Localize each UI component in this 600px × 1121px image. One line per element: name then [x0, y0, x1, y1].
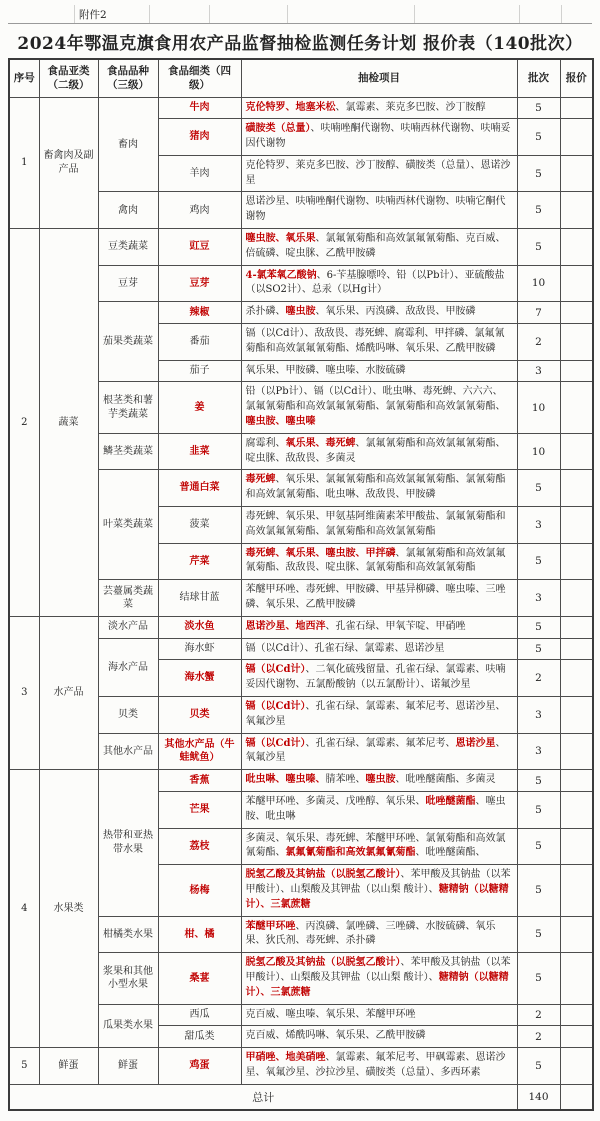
price-cell [560, 265, 593, 302]
inspection-item-highlight: 脱氢乙酸及其钠盐（以脱氢乙酸计） [245, 869, 401, 881]
price-cell [560, 1048, 593, 1085]
price-cell [560, 953, 593, 1004]
inspection-item-text: 、氧氟沙星 [245, 737, 506, 764]
inspection-items-cell [241, 828, 517, 865]
item-name-cell: 姜 [158, 382, 241, 433]
price-cell [560, 791, 593, 828]
inspection-item-text: 恩诺沙星、呋喃唑酮代谢物、呋喃西林代谢物、呋喃它酮代谢物 [245, 196, 506, 223]
inspection-items-cell [241, 1048, 517, 1085]
batches-cell: 5 [517, 1048, 560, 1085]
item-name-cell: 香蕉 [158, 770, 241, 792]
page-title: 2024年鄂温克旗食用农产品监督抽检监测任务计划 报价表（140批次） [17, 34, 583, 54]
price-cell [560, 382, 593, 433]
inspection-item-text: 、氯霉素、氟苯尼考、甲砜霉素、恩诺沙星、氧氟沙星、沙拉沙星、磺胺类（总量）、多西环素 [245, 1052, 506, 1078]
item-name-cell: 桑葚 [158, 953, 241, 1004]
inspection-item-text: 克伦特罗、莱克多巴胺、沙丁胺醇、磺胺类（总量）、恩诺沙星 [245, 159, 511, 186]
inspection-item-text: 腐霉利、 [245, 437, 286, 449]
column-header-6: 报价 [560, 59, 593, 97]
grid-cell [415, 5, 520, 23]
inspection-items-cell [241, 155, 517, 192]
batches-cell: 7 [517, 302, 560, 324]
price-cell [560, 660, 593, 697]
item-name-cell: 杨梅 [158, 865, 241, 916]
inspection-items-cell [241, 953, 517, 1004]
inspection-items-cell [241, 697, 517, 734]
inspection-items-cell [241, 97, 517, 119]
batches-cell: 10 [517, 433, 560, 470]
item-name-cell: 豇豆 [158, 229, 241, 266]
inspection-item-text: 、氯氟氰菊酯和高效氯氟氰菊酯、敌敌畏、啶虫脒、氯氰菊酯和高效氯氰菊酯 [245, 547, 506, 574]
inspection-items-cell [241, 265, 517, 302]
table-row [9, 1048, 593, 1085]
inspection-item-text: 克百威、烯酰吗啉、氧乐果、乙酰甲胺磷 [245, 1030, 426, 1042]
batches-cell: 5 [517, 616, 560, 638]
batches-cell: 5 [517, 119, 560, 156]
inspection-item-text: 苯醚甲环唑、多菌灵、戊唑醇、氧乐果、 [245, 795, 426, 807]
table-row [9, 229, 593, 266]
variety-cell: 茄果类蔬菜 [98, 302, 158, 382]
inspection-item-text: 、苯甲酸及其钠盐（以苯甲酸计）、山梨酸及其钾盐（以山梨 酸计）、 [245, 957, 511, 983]
variety-cell: 海水产品 [98, 638, 158, 696]
inspection-items-cell [241, 791, 517, 828]
batches-cell: 5 [517, 791, 560, 828]
inspection-item-highlight: 氯氟氰菊酯和高效氯氟氰菊酯 [285, 847, 416, 859]
price-cell [560, 865, 593, 916]
column-header-5: 批次 [517, 59, 560, 97]
price-cell [560, 229, 593, 266]
inspection-item-text: 、氯氟氰菊酯和高效氯氟氰菊酯、克百威、倍硫磷、啶虫脒、乙酰甲胺磷 [245, 233, 506, 259]
batches-cell: 5 [517, 953, 560, 1004]
spreadsheet-gridline-strip [8, 5, 592, 24]
variety-cell: 根茎类和薯芋类蔬菜 [98, 382, 158, 433]
price-cell [560, 770, 593, 792]
inspection-items-cell [241, 543, 517, 580]
inspection-item-text: 、氯氟氰菊酯和高效氯氟氰菊酯、啶虫脒、敌敌畏、多菌灵 [245, 437, 506, 464]
inspection-items-cell [241, 382, 517, 433]
batches-cell: 5 [517, 828, 560, 865]
column-header-2: 食品品种（三级） [98, 59, 158, 97]
variety-cell: 贝类 [98, 697, 158, 734]
item-name-cell: 韭菜 [158, 433, 241, 470]
item-name-cell: 茄子 [158, 360, 241, 382]
batches-cell: 2 [517, 1026, 560, 1048]
inspection-item-text: 镉（以Cd计）、孔雀石绿、氯霉素、恩诺沙星 [245, 642, 445, 654]
variety-cell: 淡水产品 [98, 616, 158, 638]
subclass-cell: 畜禽肉及副产品 [39, 97, 98, 229]
item-name-cell: 贝类 [158, 697, 241, 734]
inspection-items-cell [241, 507, 517, 544]
price-cell [560, 97, 593, 119]
inspection-items-cell [241, 660, 517, 697]
price-cell [560, 155, 593, 192]
price-cell [560, 1026, 593, 1048]
variety-cell: 柑橘类水果 [98, 916, 158, 953]
price-cell [560, 507, 593, 544]
inspection-item-highlight: 克伦特罗、地塞米松 [245, 101, 336, 113]
inspection-item-highlight: 噻虫胺、氧乐果 [245, 233, 316, 245]
price-cell [560, 324, 593, 361]
inspection-item-highlight: 噻虫胺、噻虫嗪 [245, 416, 316, 428]
inspection-items-cell [241, 733, 517, 770]
batches-cell: 2 [517, 324, 560, 361]
item-name-cell: 辣椒 [158, 302, 241, 324]
inspection-item-highlight: 吡虫啉、噻虫嗪、 [245, 774, 326, 786]
inspection-item-highlight: 糖精钠（以糖精计）、三氯蔗糖 [245, 883, 509, 910]
total-row [9, 1084, 593, 1110]
batches-cell: 3 [517, 507, 560, 544]
variety-cell: 瓜果类水果 [98, 1004, 158, 1048]
item-name-cell: 结球甘蓝 [158, 580, 241, 617]
price-cell [560, 616, 593, 638]
inspection-items-cell [241, 638, 517, 660]
inspection-item-text: 、二氧化硫残留量、孔雀石绿、氯霉素、呋喃妥因代谢物、五氯酚酸钠（以五氯酚计）、诺氟沙星 [245, 664, 506, 691]
total-price-cell [560, 1084, 593, 1110]
table-header [9, 59, 593, 97]
inspection-items-cell [241, 302, 517, 324]
total-label-cell: 总计 [9, 1084, 517, 1110]
price-cell [560, 638, 593, 660]
batches-cell: 5 [517, 229, 560, 266]
inspection-items-cell [241, 865, 517, 916]
inspection-item-text: 、噻虫胺、吡虫啉 [245, 795, 506, 822]
inspection-item-highlight: 苯醚甲环唑 [245, 920, 296, 932]
row-no-cell: 5 [9, 1048, 39, 1085]
inspection-item-text: 、氧乐果、氯氟氰菊酯和高效氯氟氰菊酯、氯氰菊酯和高效氯氰菊酯、吡虫啉、敌敌畏、甲胺磷 [245, 474, 506, 501]
batches-cell: 2 [517, 1004, 560, 1026]
variety-cell: 叶菜类蔬菜 [98, 470, 158, 580]
item-name-cell: 番茄 [158, 324, 241, 361]
inspection-item-text: 、孔雀石绿、甲氧苄啶、甲硝唑 [325, 620, 466, 632]
inspection-items-cell [241, 916, 517, 953]
inspection-item-text: 镉（以Cd计）、敌敌畏、毒死蜱、腐霉利、甲拌磷、氯氟氰菊酯和高效氯氟氰菊酯、烯酰吗啉、氧乐果、乙酰甲胺磷 [245, 328, 505, 354]
inspection-items-cell [241, 1004, 517, 1026]
inspection-item-text: 、6-苄基腺嘌呤、铅（以Pb计）、亚硫酸盐（以SO2计）、总汞（以Hg计） [245, 269, 505, 296]
variety-cell: 热带和亚热带水果 [98, 770, 158, 916]
grid-cell [288, 5, 415, 23]
inspection-item-highlight: 甲硝唑、地美硝唑 [245, 1052, 326, 1064]
table-row [9, 97, 593, 119]
grid-cell [150, 5, 210, 23]
total-batches-cell: 140 [517, 1084, 560, 1110]
variety-cell: 畜肉 [98, 97, 158, 192]
subclass-cell: 蔬菜 [39, 229, 98, 617]
subclass-cell: 水果类 [39, 770, 98, 1048]
inspection-item-text: 克百威、噻虫嗪、氧乐果、苯醚甲环唑 [245, 1008, 416, 1020]
batches-cell: 5 [517, 97, 560, 119]
inspection-item-highlight: 脱氢乙酸及其钠盐（以脱氢乙酸计） [245, 957, 401, 969]
inspection-item-text: 氧乐果、甲胺磷、噻虫嗪、水胺硫磷 [245, 364, 406, 376]
batches-cell: 5 [517, 865, 560, 916]
price-cell [560, 828, 593, 865]
inspection-item-text: 、孔雀石绿、氯霉素、氟苯尼考、恩诺沙星、氧氟沙星 [245, 701, 506, 727]
row-no-cell: 4 [9, 770, 39, 1048]
variety-cell: 豆类蔬菜 [98, 229, 158, 266]
item-name-cell: 牛肉 [158, 97, 241, 119]
inspection-item-text: 、吡唑醚菌酯、多菌灵 [395, 774, 496, 786]
item-name-cell: 菠菜 [158, 507, 241, 544]
variety-cell: 芸薹属类蔬菜 [98, 580, 158, 617]
item-name-cell: 荔枝 [158, 828, 241, 865]
price-cell [560, 119, 593, 156]
inspection-items-cell [241, 770, 517, 792]
price-cell [560, 1004, 593, 1026]
batches-cell: 10 [517, 265, 560, 302]
inspection-item-highlight: 糖精钠（以糖精计）、三氯蔗糖 [245, 971, 509, 998]
item-name-cell: 海水蟹 [158, 660, 241, 697]
batches-cell: 5 [517, 543, 560, 580]
item-name-cell: 淡水鱼 [158, 616, 241, 638]
variety-cell: 其他水产品 [98, 733, 158, 770]
inspection-item-text: 、氯霉素、莱克多巴胺、沙丁胺醇 [335, 101, 486, 113]
batches-cell: 3 [517, 733, 560, 770]
inspection-item-highlight: 毒死蜱 [245, 474, 276, 486]
inspection-item-text: 杀扑磷、 [245, 306, 286, 318]
inspection-item-highlight: 吡唑醚菌酯 [425, 795, 476, 807]
item-name-cell: 海水虾 [158, 638, 241, 660]
batches-cell: 5 [517, 916, 560, 953]
price-cell [560, 580, 593, 617]
grid-cell [520, 5, 562, 23]
inspection-items-cell [241, 616, 517, 638]
batches-cell: 5 [517, 470, 560, 507]
inspection-items-cell [241, 1026, 517, 1048]
inspection-item-highlight: 镉（以Cd计） [245, 737, 306, 749]
item-name-cell: 羊肉 [158, 155, 241, 192]
price-cell [560, 733, 593, 770]
variety-cell: 鲜蛋 [98, 1048, 158, 1085]
item-name-cell: 西瓜 [158, 1004, 241, 1026]
inspection-items-cell [241, 119, 517, 156]
item-name-cell: 芹菜 [158, 543, 241, 580]
inspection-item-highlight: 4-氯苯氧乙酸钠 [245, 269, 317, 281]
row-no-cell: 3 [9, 616, 39, 769]
inspection-item-text: 、丙溴磷、氯唑磷、三唑磷、水胺硫磷、氧乐果、狄氏剂、毒死蜱、杀扑磷 [245, 920, 496, 947]
column-header-1: 食品亚类（二级） [39, 59, 98, 97]
variety-cell: 豆芽 [98, 265, 158, 302]
item-name-cell: 甜瓜类 [158, 1026, 241, 1048]
price-cell [560, 302, 593, 324]
batches-cell: 3 [517, 697, 560, 734]
batches-cell: 2 [517, 660, 560, 697]
batches-cell: 5 [517, 155, 560, 192]
inspection-items-cell [241, 192, 517, 229]
inspection-item-highlight: 恩诺沙星 [455, 737, 496, 749]
grid-cell [562, 5, 592, 23]
item-name-cell: 豆芽 [158, 265, 241, 302]
price-cell [560, 697, 593, 734]
variety-cell: 浆果和其他小型水果 [98, 953, 158, 1004]
batches-cell: 3 [517, 360, 560, 382]
inspection-item-highlight: 噻虫胺 [365, 774, 396, 786]
table-row [9, 770, 593, 792]
price-cell [560, 192, 593, 229]
inspection-item-text: 毒死蜱、氧乐果、甲氨基阿维菌素苯甲酸盐、氯氟氰菊酯和高效氯氟氰菊酯、氯氰菊酯和高效氯氰菊酯 [245, 511, 506, 537]
variety-cell: 鳞茎类蔬菜 [98, 433, 158, 470]
inspection-items-cell [241, 229, 517, 266]
batches-cell: 5 [517, 770, 560, 792]
variety-cell: 禽肉 [98, 192, 158, 229]
batches-cell: 10 [517, 382, 560, 433]
inspection-item-highlight: 氧乐果、毒死蜱 [285, 437, 356, 449]
inspection-item-text: 、呋喃唑酮代谢物、呋喃西林代谢物、呋喃妥因代谢物 [245, 123, 511, 150]
batches-cell: 5 [517, 638, 560, 660]
attachment-label: 附件2 [75, 5, 150, 23]
grid-cell [8, 5, 75, 23]
price-cell [560, 360, 593, 382]
item-name-cell: 普通白菜 [158, 470, 241, 507]
price-cell [560, 470, 593, 507]
item-name-cell: 鸡蛋 [158, 1048, 241, 1085]
item-name-cell: 芒果 [158, 791, 241, 828]
inspection-item-text: 、吡唑醚菌酯、 [415, 847, 486, 859]
inspection-item-highlight: 镉（以Cd计） [245, 664, 306, 676]
price-cell [560, 433, 593, 470]
quotation-table [8, 58, 594, 1111]
inspection-item-highlight: 恩诺沙星、地西泮 [245, 620, 326, 632]
row-no-cell: 2 [9, 229, 39, 617]
inspection-items-cell [241, 433, 517, 470]
inspection-items-cell [241, 580, 517, 617]
column-header-4: 抽检项目 [241, 59, 517, 97]
batches-cell: 3 [517, 580, 560, 617]
column-header-0: 序号 [9, 59, 39, 97]
price-cell [560, 916, 593, 953]
inspection-item-text: 、苯甲酸及其钠盐（以苯甲酸计）、山梨酸及其钾盐（以山梨 酸计）、 [245, 869, 511, 895]
price-cell [560, 543, 593, 580]
item-name-cell: 鸡肉 [158, 192, 241, 229]
grid-cell [210, 5, 288, 23]
inspection-items-cell [241, 470, 517, 507]
inspection-item-text: 、孔雀石绿、氯霉素、氟苯尼考、 [305, 737, 456, 749]
inspection-items-cell [241, 360, 517, 382]
inspection-item-highlight: 噻虫胺 [285, 306, 316, 318]
table-row [9, 616, 593, 638]
subclass-cell: 水产品 [39, 616, 98, 769]
inspection-items-cell [241, 324, 517, 361]
header-row [9, 59, 593, 97]
inspection-item-text: 腈苯唑、 [325, 774, 366, 786]
item-name-cell: 柑、橘 [158, 916, 241, 953]
inspection-item-highlight: 镉（以Cd计） [245, 701, 306, 712]
item-name-cell: 其他水产品（牛蛙鱿鱼） [158, 733, 241, 770]
inspection-item-text: 苯醚甲环唑、毒死蜱、甲胺磷、甲基异柳磷、噻虫嗪、三唑磷、氧乐果、乙酰甲胺磷 [245, 584, 506, 611]
row-no-cell: 1 [9, 97, 39, 229]
batches-cell: 5 [517, 192, 560, 229]
inspection-item-highlight: 毒死蜱、氧乐果、噻虫胺、甲拌磷 [245, 547, 396, 559]
inspection-item-highlight: 磺胺类（总量） [245, 123, 311, 135]
item-name-cell: 猪肉 [158, 119, 241, 156]
inspection-item-text: 铅（以Pb计）、镉（以Cd计）、吡虫啉、毒死蜱、六六六、氯氟氰菊酯和高效氯氟氰菊酯、氯氰菊酯和高效氯氰菊酯、 [245, 386, 506, 413]
column-header-3: 食品细类（四级） [158, 59, 241, 97]
inspection-item-text: 多菌灵、氧乐果、毒死蜱、苯醚甲环唑、氯氰菊酯和高效氯氰菊酯、 [245, 832, 506, 859]
subclass-cell: 鲜蛋 [39, 1048, 98, 1085]
table-body [9, 97, 593, 1110]
inspection-item-text: 、氧乐果、丙溴磷、敌敌畏、甲胺磷 [315, 306, 476, 318]
